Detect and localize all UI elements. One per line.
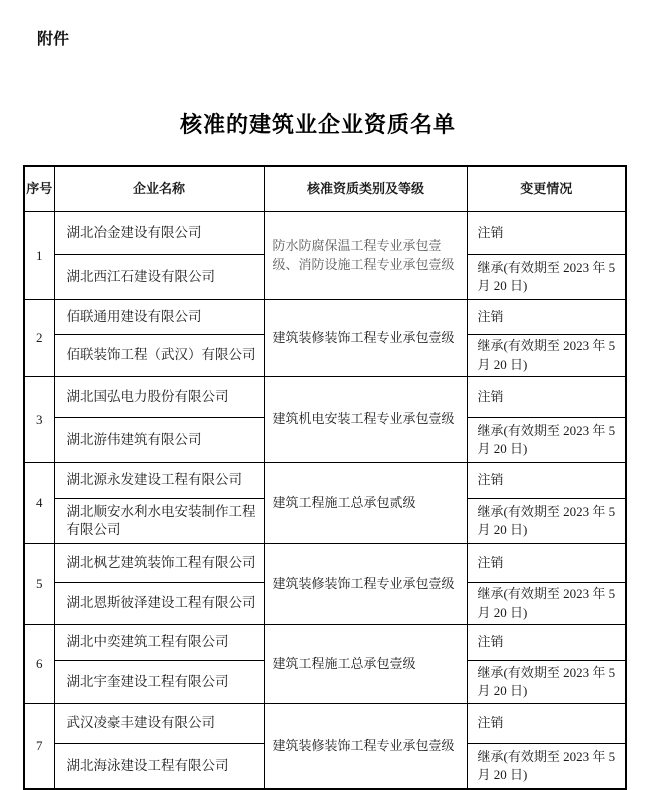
- change-status: 注销: [467, 463, 626, 499]
- qualification-cell: 建筑工程施工总承包贰级: [264, 463, 467, 544]
- company-name: 湖北枫艺建筑装饰工程有限公司: [54, 544, 264, 583]
- qualification-cell: 建筑装修装饰工程专业承包壹级: [264, 300, 467, 377]
- row-index: 2: [24, 300, 54, 377]
- table-row: [24, 625, 626, 661]
- qualification-cell: 建筑装修装饰工程专业承包壹级: [264, 544, 467, 625]
- change-status: 注销: [467, 212, 626, 255]
- table-row: [24, 544, 626, 583]
- change-status: 继承(有效期至 2023 年 5 月 20 日): [467, 418, 626, 463]
- qualification-cell: 建筑机电安装工程专业承包壹级: [264, 377, 467, 463]
- header-change: 变更情况: [467, 166, 626, 212]
- table-row: [24, 212, 626, 255]
- row-index: 6: [24, 625, 54, 704]
- qualification-table: [23, 165, 627, 790]
- change-status: 注销: [467, 544, 626, 583]
- table-header-row: [24, 166, 626, 212]
- table-row: [24, 300, 626, 335]
- company-name: 湖北顺安水利水电安装制作工程有限公司: [54, 499, 264, 544]
- table-row: [24, 704, 626, 744]
- company-name: 湖北冶金建设有限公司: [54, 212, 264, 255]
- company-name: 佰联装饰工程（武汉）有限公司: [54, 335, 264, 377]
- change-status: 继承(有效期至 2023 年 5 月 20 日): [467, 499, 626, 544]
- row-index: 7: [24, 704, 54, 790]
- row-index: 3: [24, 377, 54, 463]
- page-title: 核准的建筑业企业资质名单: [179, 112, 456, 137]
- change-status: 继承(有效期至 2023 年 5 月 20 日): [467, 744, 626, 790]
- change-status: 注销: [467, 377, 626, 418]
- change-status: 继承(有效期至 2023 年 5 月 20 日): [467, 335, 626, 377]
- change-status: 继承(有效期至 2023 年 5 月 20 日): [467, 661, 626, 704]
- change-status: 继承(有效期至 2023 年 5 月 20 日): [467, 255, 626, 300]
- company-name: 湖北海泳建设工程有限公司: [54, 744, 264, 790]
- attachment-label: 附件: [37, 31, 70, 48]
- company-name: 湖北国弘电力股份有限公司: [54, 377, 264, 418]
- table-header: [24, 166, 626, 212]
- change-status: 继承(有效期至 2023 年 5 月 20 日): [467, 583, 626, 625]
- qualification-cell: 建筑工程施工总承包壹级: [264, 625, 467, 704]
- row-index: 4: [24, 463, 54, 544]
- company-name: 湖北源永发建设工程有限公司: [54, 463, 264, 499]
- header-company: 企业名称: [54, 166, 264, 212]
- company-name: 湖北西江石建设有限公司: [54, 255, 264, 300]
- change-status: 注销: [467, 625, 626, 661]
- company-name: 湖北恩斯彼泽建设工程有限公司: [54, 583, 264, 625]
- table-row: [24, 463, 626, 499]
- change-status: 注销: [467, 300, 626, 335]
- qualification-cell: 建筑装修装饰工程专业承包壹级: [264, 704, 467, 790]
- qualification-cell: 防水防腐保温工程专业承包壹级、消防设施工程专业承包壹级: [264, 212, 467, 300]
- company-name: 佰联通用建设有限公司: [54, 300, 264, 335]
- row-index: 5: [24, 544, 54, 625]
- header-qualification: 核准资质类别及等级: [264, 166, 467, 212]
- company-name: 湖北中奕建筑工程有限公司: [54, 625, 264, 661]
- table-row: [24, 377, 626, 418]
- company-name: 湖北游伟建筑有限公司: [54, 418, 264, 463]
- header-index: 序号: [24, 166, 54, 212]
- company-name: 武汉凌豪丰建设有限公司: [54, 704, 264, 744]
- company-name: 湖北宇奎建设工程有限公司: [54, 661, 264, 704]
- change-status: 注销: [467, 704, 626, 744]
- row-index: 1: [24, 212, 54, 300]
